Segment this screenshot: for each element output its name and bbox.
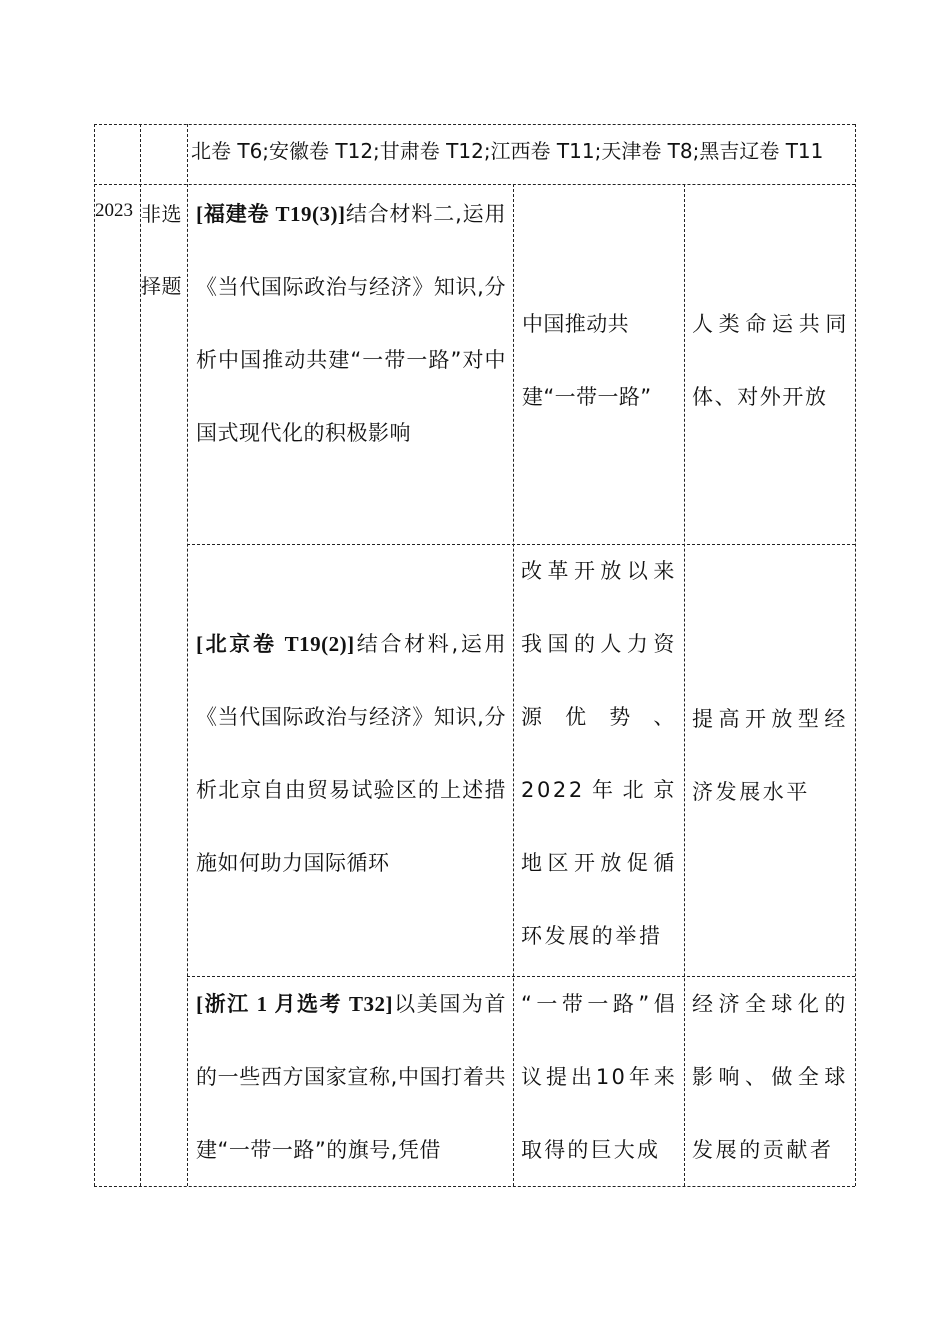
topic-text: 改革开放以来我国的人力资源优势、2022年北京地区开放促循环发展的举措 [521,559,677,948]
table-border-right [855,124,856,1186]
question-tag: [福建卷 T19(3)] [196,202,346,226]
question-tag: [北京卷 T19(2)] [196,632,355,656]
year-text: 2023 [95,200,133,221]
table-cell-knowledge [692,968,848,1186]
question-text: 结合材料二,运用《当代国际政治与经济》知识,分析中国推动共建“一带一路”对中国式现代化的积极影响 [196,202,506,445]
topic-text: 中国推动共建“一带一路” [522,312,652,409]
knowledge-text: 提高开放型经济发展水平 [692,707,848,804]
question-text: 以美国为首的一些西方国家宣称,中国打着共建“一带一路”的旗号,凭借 [196,992,506,1162]
table-cell-topic [522,288,678,434]
question-text: 结合材料,运用《当代国际政治与经济》知识,分析北京自由贸易试验区的上述措施如何助力国际循环 [196,632,506,875]
knowledge-text: 经济全球化的影响、做全球发展的贡献者 [692,992,848,1162]
table-cell-question [196,608,506,900]
table-cell-exam-list [191,136,853,166]
table-cell-knowledge [692,683,848,829]
table-border-bottom [94,1186,855,1187]
knowledge-text: 人类命运共同体、对外开放 [692,312,848,409]
table-border-left [94,124,95,1186]
table-col-divider [513,184,514,1186]
table-cell-topic [521,535,677,973]
table-cell-topic [521,968,677,1186]
topic-text: “一带一路”倡议提出10年来取得的巨大成 [521,992,677,1162]
table-cell-question-type [141,178,187,322]
table-cell-question [196,178,506,470]
exam-list-text: 北卷 T6;安徽卷 T12;甘肃卷 T12;江西卷 T11;天津卷 T8;黑吉辽卷 T11 [191,139,824,163]
table-cell-year [95,195,140,226]
table-cell-knowledge [692,288,848,434]
question-type-text: 非选择题 [141,202,182,298]
table-border-top [94,124,855,125]
table-cell-question [196,968,506,1186]
table-col-divider [684,184,685,1186]
question-tag: [浙江 1 月选考 T32] [196,992,394,1016]
table-col-divider [187,124,188,1186]
